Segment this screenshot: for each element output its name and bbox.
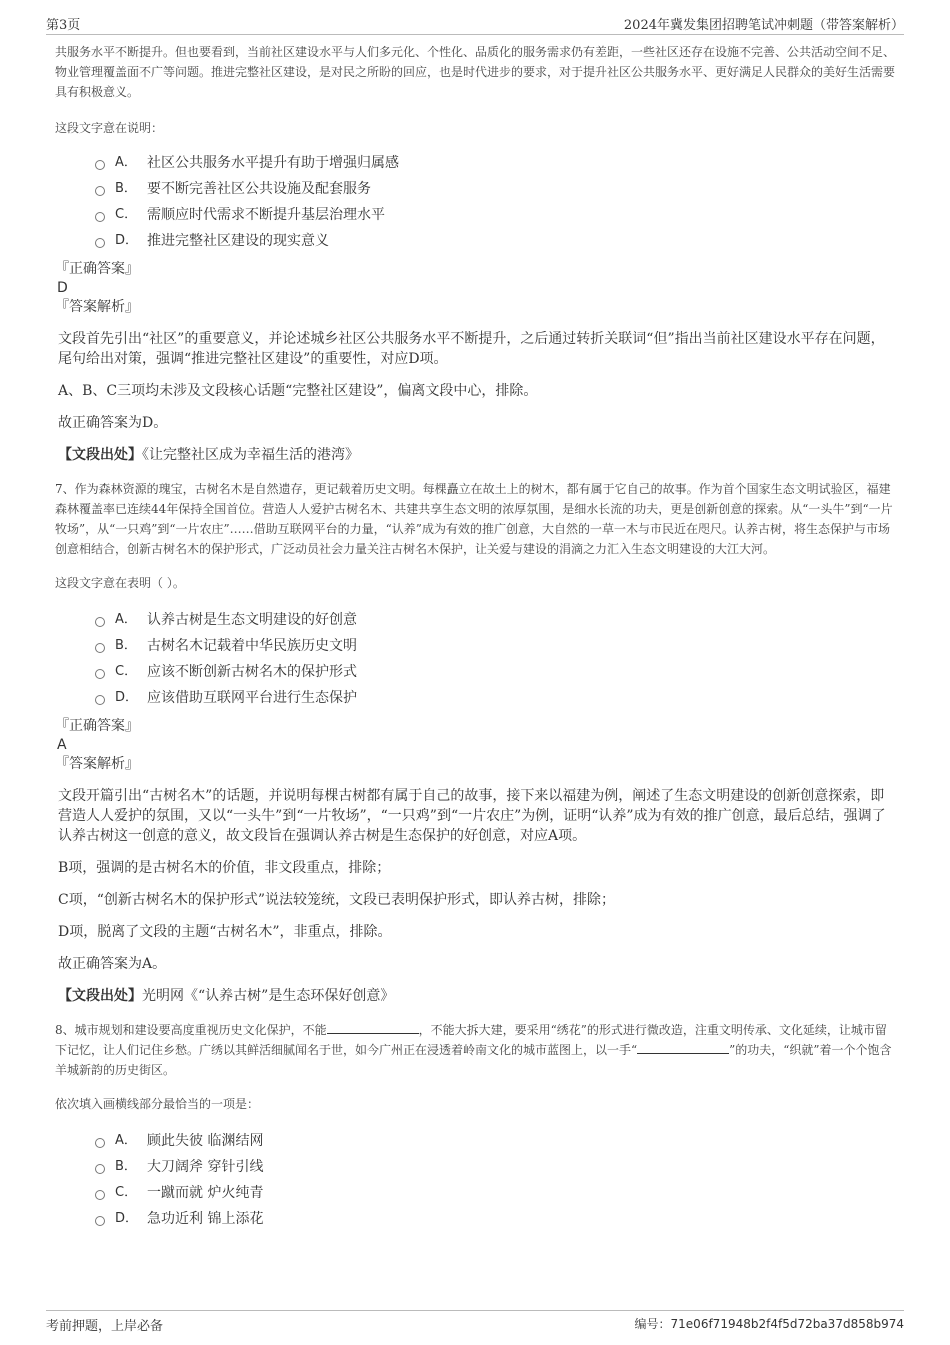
fill-blank-2[interactable] [637,1041,729,1054]
q7-question: 这段文字意在表明（ ）。 [55,576,185,590]
q6-option-d[interactable]: D． 推进完整社区建设的现实意义 [95,228,895,254]
q6-analysis-1: 文段首先引出“社区”的重要意义，并论述城乡社区公共服务水平不断提升，之后通过转折关联词“但”指出当前社区建设水平存在问题，尾句给出对策，强调“推进完整社区建设”的重要性，对应D项。 [58,331,885,367]
q6-option-c[interactable]: C． 需顺应时代需求不断提升基层治理水平 [95,202,895,228]
q6-source: 【文段出处】《让完整社区成为幸福生活的港湾》 [58,447,359,463]
q7-option-d[interactable]: D． 应该借助互联网平台进行生态保护 [95,685,895,711]
q6-options [95,150,895,254]
radio-icon[interactable] [95,695,105,705]
q7-source: 【文段出处】光明网《“认养古树”是生态环保好创意》 [58,988,395,1004]
radio-icon[interactable] [95,212,105,222]
q6-answer-label: 『正确答案』 [55,261,139,277]
q6-answer: D [57,280,68,296]
radio-icon[interactable] [95,1216,105,1226]
q7-analysis-3: C项，“创新古树名木的保护形式”说法较笼统，文段已表明保护形式，即认养古树，排除； [58,892,616,908]
document-title: 2024年冀发集团招聘笔试冲刺题（带答案解析） [623,18,904,33]
q7-analysis-2: B项，强调的是古树名木的价值，非文段重点，排除； [58,860,391,876]
q8-question: 依次填入画横线部分最恰当的一项是： [55,1097,260,1111]
q8-option-d[interactable]: D． 急功近利 锦上添花 [95,1206,895,1232]
q7-analysis-label: 『答案解析』 [55,756,139,772]
radio-icon[interactable] [95,1138,105,1148]
page-footer [46,1310,904,1335]
q8-option-c[interactable]: C． 一蹴而就 炉火纯青 [95,1180,895,1206]
page-header [46,12,904,35]
page-content [55,40,895,1232]
q6-question: 这段文字意在说明： [55,121,164,135]
q7-option-c[interactable]: C． 应该不断创新古树名木的保护形式 [95,659,895,685]
page-number: 第3页 [46,18,81,33]
radio-icon[interactable] [95,617,105,627]
q7-passage: 7、作为森林资源的瑰宝，古树名木是自然遗存，更记载着历史文明。每棵矗立在故土上的树木，都有属于它自己的故事。作为首个国家生态文明试验区，福建森林覆盖率已连续44年保持全国首位。营造人人爱护古树名木、共建共享生态文明的浓厚氛围，是细水长流的功夫，更是创新创意的探索。从“一头牛”到“一片牧场”，从“一只鸡”到“一片农庄”……借助互联网平台的力量，“认养”成为有效的推广创意，大自然的一草一木与市民近在咫尺。认养古树，将生态保护与市场创意相结合，创新古树名木的保护形式，广泛动员社会力量关注古树名木保护，让关爱与建设的涓滴之力汇入生态文明建设的大江大河。 [55,482,893,556]
q8-options [95,1128,895,1232]
q6-analysis-label: 『答案解析』 [55,299,139,315]
radio-icon[interactable] [95,186,105,196]
document-id: 编号：71e06f71948b2f4f5d72ba37d858b974 [634,1317,904,1331]
radio-icon[interactable] [95,238,105,248]
q6-analysis-2: A、B、C三项均未涉及文段核心话题“完整社区建设”，偏离文段中心，排除。 [58,383,538,399]
q7-options [95,607,895,711]
q7-answer: A [57,737,67,753]
q6-option-b[interactable]: B． 要不断完善社区公共设施及配套服务 [95,176,895,202]
q7-analysis-1: 文段开篇引出“古树名木”的话题，并说明每棵古树都有属于自己的故事，接下来以福建为例，阐述了生态文明建设的创新创意探索，即营造人人爱护的氛围，又以“一头牛”到“一片牧场”，“一只鸡”到“一片农庄”为例，证明“认养”成为有效的推广创意，最后总结，强调了认养古树这一创意的意义，故文段旨在强调认养古树是生态保护的好创意，对应A项。 [58,788,886,844]
footer-slogan: 考前押题，上岸必备 [46,1319,164,1334]
radio-icon[interactable] [95,669,105,679]
q7-analysis-4: D项，脱离了文段的主题“古树名木”，非重点，排除。 [58,924,392,940]
q7-analysis-5: 故正确答案为A。 [58,956,167,972]
radio-icon[interactable] [95,1164,105,1174]
radio-icon[interactable] [95,643,105,653]
q7-option-b[interactable]: B． 古树名木记载着中华民族历史文明 [95,633,895,659]
q8-passage: 8、城市规划和建设要高度重视历史文化保护，不能 ，不能大拆大建，要采用“绣花”的形式进行微改造，注重文明传承、文化延续，让城市留下记忆，让人们记住乡愁。广绣以其鲜活细腻闻名于世，如今广州正在浸透着岭南文化的城市蓝图上，以一手“ ”的功夫，“织就”着一个个饱含羊城新韵的历史街区。 [55,1023,892,1077]
radio-icon[interactable] [95,1190,105,1200]
radio-icon[interactable] [95,160,105,170]
q7-answer-label: 『正确答案』 [55,718,139,734]
q7-option-a[interactable]: A． 认养古树是生态文明建设的好创意 [95,607,895,633]
fill-blank-1[interactable] [327,1021,419,1034]
q8-option-b[interactable]: B． 大刀阔斧 穿针引线 [95,1154,895,1180]
q6-option-a[interactable]: A． 社区公共服务水平提升有助于增强归属感 [95,150,895,176]
q8-option-a[interactable]: A． 顾此失彼 临渊结网 [95,1128,895,1154]
q6-passage: 共服务水平不断提升。但也要看到，当前社区建设水平与人们多元化、个性化、品质化的服务需求仍有差距，一些社区还存在设施不完善、公共活动空间不足、物业管理覆盖面不广等问题。推进完整社区建设，是对民之所盼的回应，也是时代进步的要求，对于提升社区公共服务水平、更好满足人民群众的美好生活需要具有积极意义。 [55,45,896,99]
q6-analysis-3: 故正确答案为D。 [58,415,168,431]
